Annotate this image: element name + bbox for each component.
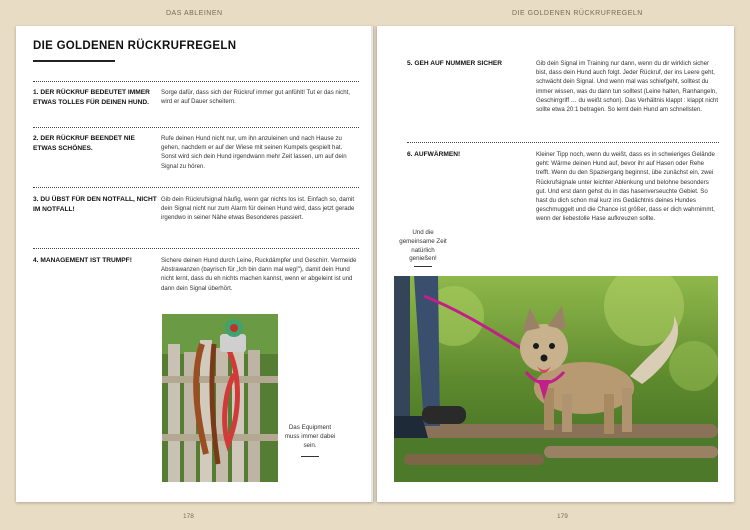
caption-rule (301, 456, 319, 457)
left-page (16, 26, 373, 520)
page-number-right: 179 (557, 513, 568, 520)
running-header-right: DIE GOLDENEN RÜCKRUFREGELN (512, 10, 643, 17)
rule-1-text: Sorge dafür, dass sich der Rückruf immer gut anfühlt! Tut er das nicht, wird er auf Dauer scheitern. (161, 89, 350, 106)
divider (33, 248, 359, 249)
rule-3-text: Gib dein Rückrufsignal häufig, wenn gar nichts los ist. Einfach so, damit dein Signal nicht nur zum Alarm für deinen Hund wird, dass jetzt gerade irgendwo in seiner Nähe etwas Besonderes passiert. (161, 196, 355, 222)
title-underline (33, 60, 115, 62)
rule-3-heading: 3. DU ÜBST FÜR DEN NOTFALL, NICHT IM NOTFALL! (33, 196, 157, 213)
divider (33, 127, 359, 128)
caption-rule (414, 266, 432, 267)
page-title: DIE GOLDENEN RÜCKRUFREGELN (33, 40, 237, 52)
divider (33, 81, 359, 82)
divider (33, 187, 359, 188)
right-page (377, 26, 734, 520)
divider (407, 142, 719, 143)
rule-4-text: Sichere deinen Hund durch Leine, Ruckdämpfer und Geschirr. Vermeide Abstrawanzen (bayrisch für „Ich bin dann mal weg!"), damit dein Hund nicht lernt, dass du eh nichts machen kannst, wenn er abgeleint ist und dann dein Signal überhört. (161, 257, 357, 292)
rule-6-heading: 6. AUFWÄRMEN! (407, 151, 461, 158)
rule-6-text: Kleiner Tipp noch, wenn du weißt, dass es in schwieriges Gelände geht: Wärme deinen Hund auf, bevor ihr auf Hasen oder Rehe trefft. Wenn du den Spaziergang beginnst, übe zunächst ein, zwei Rückrufsignale unter leichter Ablenkung und belohne besonders gut. Und erst dann gehst du in das hasenverseuchte Gebiet. So hast du dich schon mal kurz ins Gedächtnis deines Hundes geschmuggelt und die Chance ist größer, dass er dich wahrnimmt, wenn der liebestolle Hase aufkreuzen sollte. (536, 151, 715, 223)
rule-1-heading: 1. DER RÜCKRUF BEDEUTET IMMER ETWAS TOLLES FÜR DEINEN HUND. (33, 89, 150, 106)
rule-2-heading: 2. DER RÜCKRUF BEENDET NIE ETWAS SCHÖNES. (33, 135, 135, 152)
rule-5-text: Gib dein Signal im Training nur dann, wenn du dir wirklich sicher bist, dass dein Hund auch folgt. Jeder Rückruf, der ins Leere geht, schwächt dein Signal. Und wenn mal was schiefgeht, solltest du immer wissen, was du dann tun solltest (Leine halten, Ranhangeln, Geschirrgriff … du weißt schon). Das Verhältnis klappt : klappt nicht sollte etwa 20:1 betragen. So lernt dein Hund am schnellsten. (536, 60, 719, 114)
equipment-illustration (162, 314, 278, 482)
dog-walk-illustration (394, 276, 718, 482)
walk-caption: Und die gemeinsame Zeit natürlich genießen! (399, 229, 447, 263)
rule-5-heading: 5. GEH AUF NUMMER SICHER (407, 60, 503, 67)
running-header-left: DAS ABLEINEN (166, 10, 223, 17)
rule-2-text: Rufe deinen Hund nicht nur, um ihn anzuleinen und nach Hause zu gehen, nachdem er auf der Wiese mit seinen Kumpels gespielt hat. Sonst wird sich dein Hund irgendwann mehr Zeit lassen, um auf dein Signal zu hören. (161, 135, 347, 170)
page-number-left: 178 (183, 513, 194, 520)
dog-photo (394, 276, 718, 482)
equipment-caption: Das Equipment muss immer dabei sein. (284, 424, 336, 449)
equipment-photo (162, 314, 278, 482)
rule-4-heading: 4. MANAGEMENT IST TRUMPF! (33, 257, 132, 264)
